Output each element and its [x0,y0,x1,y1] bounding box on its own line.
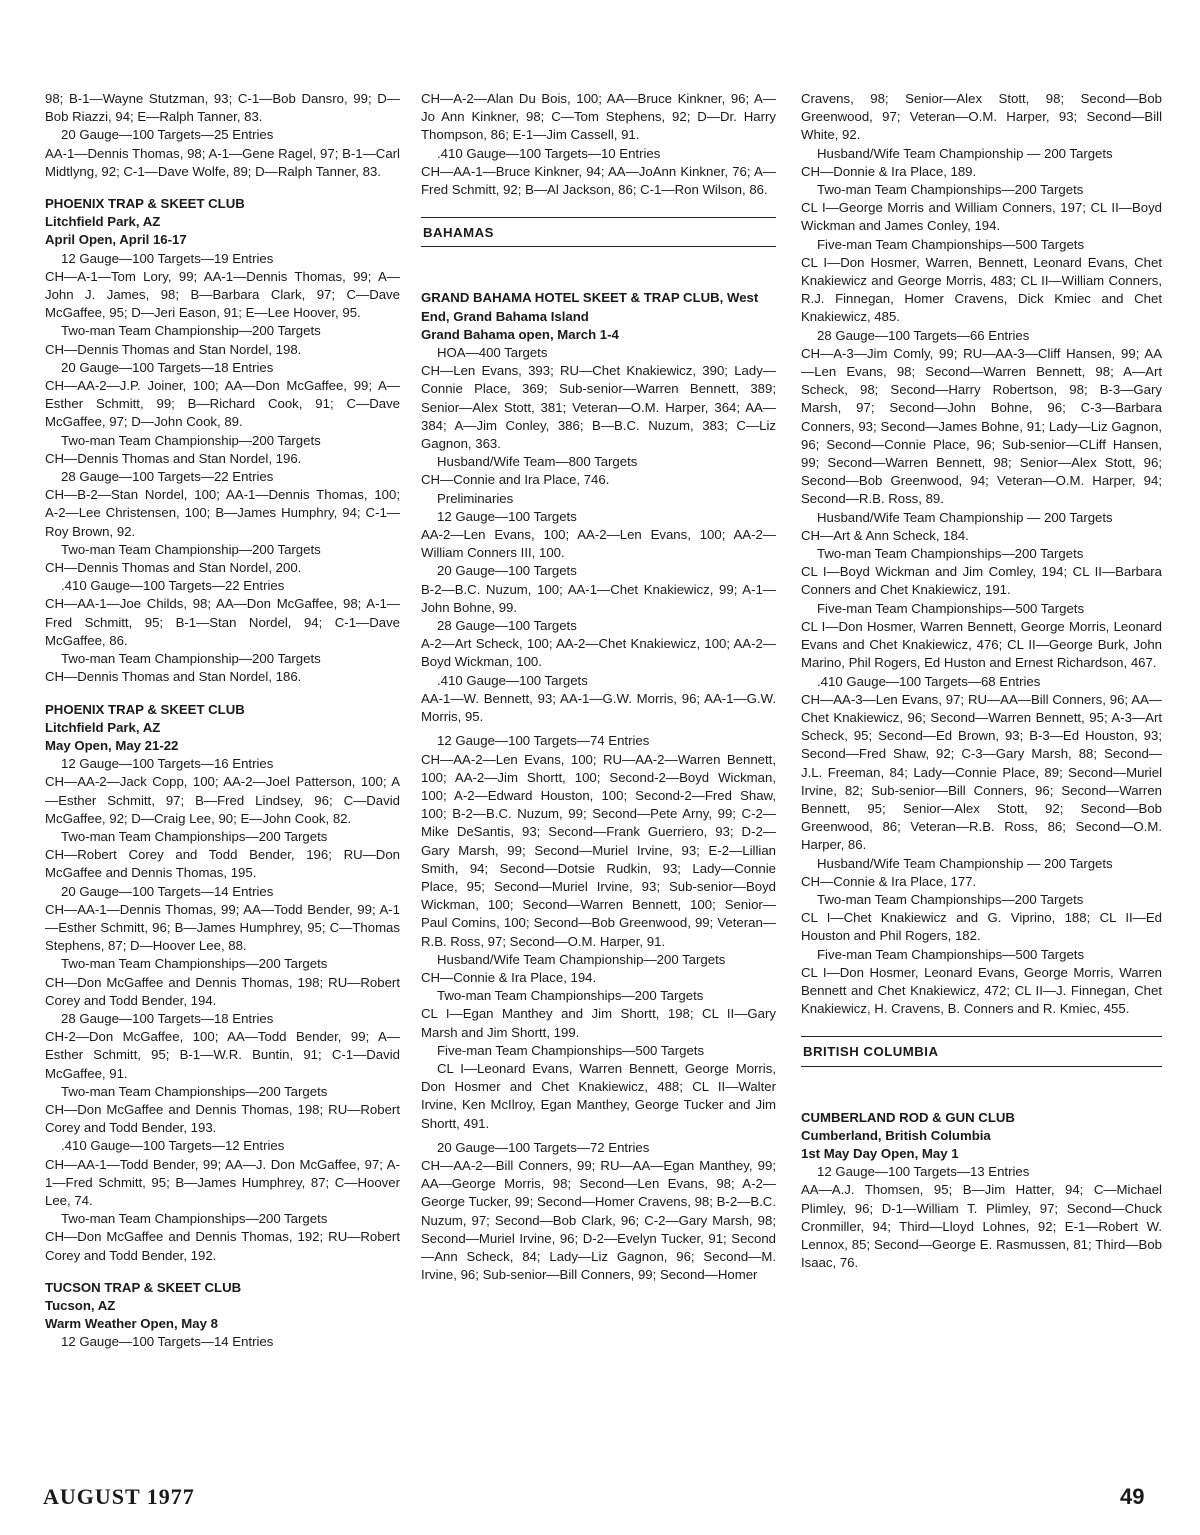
result-paragraph: A-2—Art Scheck, 100; AA-2—Chet Knakiewicz, 100; AA-2—Boyd Wickman, 100. [421,636,776,670]
region-section-header: BRITISH COLUMBIA [801,1036,1162,1066]
event-line: 20 Gauge—100 Targets—14 Entries [61,883,274,899]
event-line: Two-man Team Championships—200 Targets [61,828,328,844]
event-line: Two-man Team Championship—200 Targets [61,651,321,667]
result-paragraph: Cravens, 98; Senior—Alex Stott, 98; Second—Bob Greenwood, 97; Veteran—O.M. Harper, 93; Second—Bill White, 92. [801,91,1162,143]
region-section-header: BAHAMAS [421,217,776,247]
club-heading: April Open, April 16-17 [45,232,187,248]
event-line: Five-man Team Championships—500 Targets [437,1042,705,1058]
result-paragraph: CL I—Chet Knakiewicz and G. Viprino, 188; CL II—Ed Houston and Phil Rogers, 182. [801,910,1162,944]
result-paragraph: CL I—Don Hosmer, Warren Bennett, George Morris, Leonard Evans and Chet Knakiewicz, 476; CL II—George Burk, John Marino, Phil Rogers, Ed Huston and Ernest Richardson, 467. [801,618,1162,671]
section-spacer [801,1067,1162,1095]
club-heading: Grand Bahama open, March 1-4 [421,326,619,342]
result-paragraph: CH—Dennis Thomas and Stan Nordel, 198. [45,341,302,357]
result-paragraph: CH—A-3—Jim Comly, 99; RU—AA-3—Cliff Hansen, 99; AA—Len Evans, 98; Second—Warren Bennett, 98; A—Art Scheck, 98; Second—Harry Robertson, 98; B-3—Gary Marsh, 97; Second—John Bohne, 96; C-3—Barbara Conners, 93; Second—James Bohne, 91; Lady—Liz Gagnon, 96; Second—Connie Place, 96; Sub-senior—CLiff Hansen, 99; Second—Warren Bennett, 98; Senior—Alex Stott, 96; Second—Bob Greenwood, 94; Veteran—O.M. Harper, 94; Second—R.B. Ross, 89. [801,345,1162,507]
result-paragraph: CH—AA-1—Joe Childs, 98; AA—Don McGaffee, 98; A-1—Fred Schmitt, 95; B-1—Stan Nordel, 94; C-1—Dave McGaffee, 86. [45,596,400,648]
event-line: 28 Gauge—100 Targets—18 Entries [61,1010,274,1026]
result-paragraph: CH—Don McGaffee and Dennis Thomas, 192; RU—Robert Corey and Todd Bender, 192. [45,1229,400,1263]
result-paragraph: B-2—B.C. Nuzum, 100; AA-1—Chet Knakiewicz, 99; A-1—John Bohne, 99. [421,581,776,615]
result-paragraph: CH—AA-2—J.P. Joiner, 100; AA—Don McGaffee, 99; A—Esther Schmitt, 99; B—Richard Cook, 91; C—Dave McGaffee, 97; D—John Cook, 89. [45,378,400,430]
result-paragraph: CH—AA-2—Bill Conners, 99; RU—AA—Egan Manthey, 99; AA—George Morris, 98; Second—Len Evans, 98; A-2—George Tucker, 99; Second—Homer Cravens, 98; B-2—B.C. Nuzum, 97; Second—Bob Clark, 96; C-2—Gary Marsh, 98; Second—Muriel Irvine, 96; D-2—Evelyn Tucker, 91; Second—Ann Scheck, 84; Lady—Liz Gagnon, 96; Second—M. Irvine, 96; Sub-senior—Bill Conners, 99; Second—Homer [421,1157,776,1283]
result-paragraph: CL I—Boyd Wickman and Jim Comley, 194; CL II—Barbara Conners and Chet Knakiewicz, 191. [801,564,1162,598]
club-heading: TUCSON TRAP & SKEET CLUB [45,1279,242,1295]
event-line: 20 Gauge—100 Targets—72 Entries [437,1139,650,1155]
result-paragraph: 98; B-1—Wayne Stutzman, 93; C-1—Bob Dansro, 99; D—Bob Riazzi, 94; E—Ralph Tanner, 83. [45,91,400,125]
event-line: Two-man Team Championship—200 Targets [61,432,321,448]
event-line: 28 Gauge—100 Targets—22 Entries [61,469,274,485]
result-paragraph: AA—A.J. Thomsen, 95; B—Jim Hatter, 94; C—Michael Plimley, 96; D-1—William T. Plimley, 97; Second—Chuck Cronmiller, 94; Third—Lloyd Lohnes, 92; E-1—Robert W. Lennox, 85; Second—George E. Rasmussen, 81; Third—Bob Isaac, 76. [801,1182,1162,1271]
result-paragraph: CH—A-2—Alan Du Bois, 100; AA—Bruce Kinkner, 96; A—Jo Ann Kinkner, 98; C—Tom Stephens, 92; D—Dr. Harry Thompson, 86; E-1—Jim Cassell, 91. [421,91,776,143]
club-heading: GRAND BAHAMA HOTEL SKEET & TRAP CLUB, West End, Grand Bahama Island [421,290,759,324]
event-line: Two-man Team Championship—200 Targets [61,541,321,557]
result-paragraph: CH—Donnie & Ira Place, 189. [801,163,977,179]
result-paragraph: AA-1—Dennis Thomas, 98; A-1—Gene Ragel, 97; B-1—Carl Midtlyng, 92; C-1—Dave Wolfe, 89; D—Ralph Tanner, 83. [45,145,400,179]
result-paragraph: CH—Art & Ann Scheck, 184. [801,527,969,543]
result-paragraph: CH—Robert Corey and Todd Bender, 196; RU—Don McGaffee and Dennis Thomas, 195. [45,847,400,881]
event-line: Two-man Team Championships—200 Targets [817,891,1084,907]
event-line: 20 Gauge—100 Targets [437,563,577,579]
section-spacer [421,247,776,275]
event-line: Two-man Team Championships—200 Targets [61,1083,328,1099]
event-line: Five-man Team Championships—500 Targets [817,236,1085,252]
event-line: Preliminaries [437,490,514,506]
event-line: Five-man Team Championships—500 Targets [817,946,1085,962]
club-heading: Litchfield Park, AZ [45,719,161,735]
club-heading: CUMBERLAND ROD & GUN CLUB [801,1109,1015,1125]
event-line: 20 Gauge—100 Targets—25 Entries [61,127,274,143]
result-paragraph: CH—Dennis Thomas and Stan Nordel, 186. [45,669,302,685]
result-paragraph: CH—Connie & Ira Place, 194. [421,969,597,985]
event-line: Two-man Team Championships—200 Targets [817,546,1084,562]
event-line: Two-man Team Championships—200 Targets [817,182,1084,198]
event-line: 12 Gauge—100 Targets—16 Entries [61,756,274,772]
event-line: Husband/Wife Team Championship—200 Targets [437,951,726,967]
event-line: 28 Gauge—100 Targets—66 Entries [817,327,1030,343]
result-paragraph: CH—Don McGaffee and Dennis Thomas, 198; RU—Robert Corey and Todd Bender, 193. [45,1101,400,1136]
event-line: HOA—400 Targets [437,345,548,361]
result-paragraph: CH—Dennis Thomas and Stan Nordel, 196. [45,450,302,466]
event-line: Husband/Wife Team—800 Targets [437,454,638,470]
club-heading: 1st May Day Open, May 1 [801,1145,959,1161]
result-paragraph: CH-2—Don McGaffee, 100; AA—Todd Bender, 99; A—Esther Schmitt, 95; B-1—W.R. Buntin, 91; C-1—David McGaffee, 91. [45,1029,400,1081]
result-paragraph: CL I—Don Hosmer, Leonard Evans, George Morris, Warren Bennett and Chet Knakiewicz, 472; CL II—J. Finnegan, Chet Knakiewicz, H. Cravens, B. Conners and R. Kmiec, 455. [801,964,1162,1017]
club-heading: PHOENIX TRAP & SKEET CLUB [45,196,245,212]
event-line: Two-man Team Championships—200 Targets [437,988,704,1004]
event-line: .410 Gauge—100 Targets—10 Entries [437,145,661,161]
result-paragraph: CH—AA-1—Bruce Kinkner, 94; AA—JoAnn Kinkner, 76; A—Fred Schmitt, 92; B—Al Jackson, 86; C-1—Ron Wilson, 86. [421,163,776,198]
result-paragraph: CH—Connie and Ira Place, 746. [421,472,610,488]
event-line: Two-man Team Championships—200 Targets [61,956,328,972]
result-paragraph: CH—Don McGaffee and Dennis Thomas, 198; RU—Robert Corey and Todd Bender, 194. [45,974,400,1008]
result-paragraph: CH—Connie & Ira Place, 177. [801,873,977,889]
event-line: 20 Gauge—100 Targets—18 Entries [61,359,274,375]
event-line: 12 Gauge—100 Targets—14 Entries [61,1334,274,1350]
result-paragraph: CH—Len Evans, 393; RU—Chet Knakiewicz, 390; Lady—Connie Place, 369; Sub-senior—Warren Bennett, 389; Senior—Alex Stott, 381; Veteran—O.M. Harper, 364; AA—384; A—Jim Conley, 386; B—B.C. Nuzum, 383; C—Liz Gagnon, 363. [421,363,776,452]
result-paragraph: CL I—Don Hosmer, Warren, Bennett, Leonard Evans, Chet Knakiewicz and George Morris, 483; CL II—William Conners, R.J. Finnegan, Homer Cravens, Dick Kmiec and Chet Knakiewicz, 485. [801,254,1162,325]
event-line: .410 Gauge—100 Targets—68 Entries [817,673,1041,689]
event-line: 12 Gauge—100 Targets [437,508,577,524]
event-line: Husband/Wife Team Championship — 200 Targets [817,509,1113,525]
result-paragraph: CH—AA-1—Todd Bender, 99; AA—J. Don McGaffee, 97; A-1—Fred Schmitt, 95; B—James Humphrey, 87; C—Hoover Lee, 74. [45,1156,400,1208]
club-heading: Cumberland, British Columbia [801,1127,991,1143]
result-paragraph: CH—AA-2—Jack Copp, 100; AA-2—Joel Patterson, 100; A—Esther Schmitt, 97; B—Fred Lindsey, 96; C—David McGaffee, 92; D—Craig Lee, 90; E—John Cook, 82. [45,774,400,826]
event-line: 28 Gauge—100 Targets [437,618,577,634]
issue-date: AUGUST 1977 [43,1484,195,1509]
event-line: 12 Gauge—100 Targets—19 Entries [61,250,274,266]
club-heading: Litchfield Park, AZ [45,214,161,230]
result-paragraph: AA-2—Len Evans, 100; AA-2—Len Evans, 100; AA-2—William Conners III, 100. [421,527,776,561]
club-heading: May Open, May 21-22 [45,737,179,753]
result-paragraph: CH—A-1—Tom Lory, 99; AA-1—Dennis Thomas, 99; A—John J. James, 98; B—Barbara Clark, 97; C—Dave McGaffee, 95; D—Jeri Eason, 91; E—Lee Hoover, 95. [45,268,400,321]
column-1 [45,90,400,1352]
result-paragraph: CH—B-2—Stan Nordel, 100; AA-1—Dennis Thomas, 100; A-2—Lee Christensen, 100; B—James Humphry, 94; C-1—Roy Brown, 92. [45,487,400,539]
event-line: CL I—Leonard Evans, Warren Bennett, George Morris, Don Hosmer and Chet Knakiewicz, 488; CL II—Walter Irvine, Ken McIlroy, Egan Manthey, George Tucker and Jim Shortt, 491. [421,1060,776,1131]
event-line: .410 Gauge—100 Targets—22 Entries [61,578,285,594]
club-heading: PHOENIX TRAP & SKEET CLUB [45,701,245,717]
result-paragraph: AA-1—W. Bennett, 93; AA-1—G.W. Morris, 96; AA-1—G.W. Morris, 95. [421,690,776,725]
page-number: 49 [1120,1484,1145,1509]
result-paragraph: CH—Dennis Thomas and Stan Nordel, 200. [45,560,302,576]
column-2 [421,90,776,1284]
event-line: Husband/Wife Team Championship — 200 Targets [817,145,1113,161]
result-paragraph: CH—AA-1—Dennis Thomas, 99; AA—Todd Bender, 99; A-1—Esther Schmitt, 96; B—James Humphrey, 95; C—Thomas Stephens, 87; D—Hoover Lee, 88. [45,901,400,954]
column-3 [801,90,1162,1272]
club-heading: Tucson, AZ [45,1298,116,1313]
event-line: 12 Gauge—100 Targets—74 Entries [437,733,650,749]
result-paragraph: CH—AA-2—Len Evans, 100; RU—AA-2—Warren Bennett, 100; AA-2—Jim Shortt, 100; Second-2—Boyd Wickman, 100; A-2—Edward Houston, 100; Second-2—Fred Shaw, 100; B-2—B.C. Nuzum, 99; Second—Pete Arny, 99; C-2—Mike DeSantis, 93; Second—Frank Guerriero, 93; D-2—Gary Marsh, 99; Second—Muriel Irvine, 93; E-2—Lillian Smith, 94; Second—Dotsie Rudkin, 93; Lady—Connie Place, 95; Second—Muriel Irvine, 93; Sub-senior—Boyd Wickman, 100; Second—Warren Bennett, 100; Senior—Paul Comins, 100; Second—Bob Greenwood, 99; Veteran—R.B. Ross, 97; Second—O.M. Harper, 91. [421,751,776,949]
club-heading: Warm Weather Open, May 8 [45,1316,218,1332]
event-line: Husband/Wife Team Championship — 200 Targets [817,855,1113,871]
event-line: .410 Gauge—100 Targets—12 Entries [61,1138,285,1154]
result-paragraph: CH—AA-3—Len Evans, 97; RU—AA—Bill Conners, 96; AA—Chet Knakiewicz, 96; Second—Warren Bennett, 95; A-3—Art Scheck, 95; Second—Ed Brown, 93; B-3—Ed Houston, 93; Second—Fred Shaw, 92; C-3—Gary Marsh, 88; Second—J.L. Freeman, 84; Lady—Connie Place, 89; Second—Muriel Irvine, 82; Sub-senior—Bill Conners, 96; Second—Warren Bennett, 95; Senior—Alex Stott, 92; Second—Bob Greenwood, 86; Veteran—R.B. Ross, 86; Second—O.M. Harper, 86. [801,691,1162,853]
event-line: .410 Gauge—100 Targets [437,672,588,688]
event-line: Five-man Team Championships—500 Targets [817,600,1085,616]
event-line: Two-man Team Championships—200 Targets [61,1211,328,1227]
event-line: 12 Gauge—100 Targets—13 Entries [817,1164,1030,1180]
result-paragraph: CL I—George Morris and William Conners, 197; CL II—Boyd Wickman and James Conley, 194. [801,200,1162,234]
event-line: Two-man Team Championship—200 Targets [61,323,321,339]
result-paragraph: CL I—Egan Manthey and Jim Shortt, 198; CL II—Gary Marsh and Jim Shortt, 199. [421,1006,776,1040]
